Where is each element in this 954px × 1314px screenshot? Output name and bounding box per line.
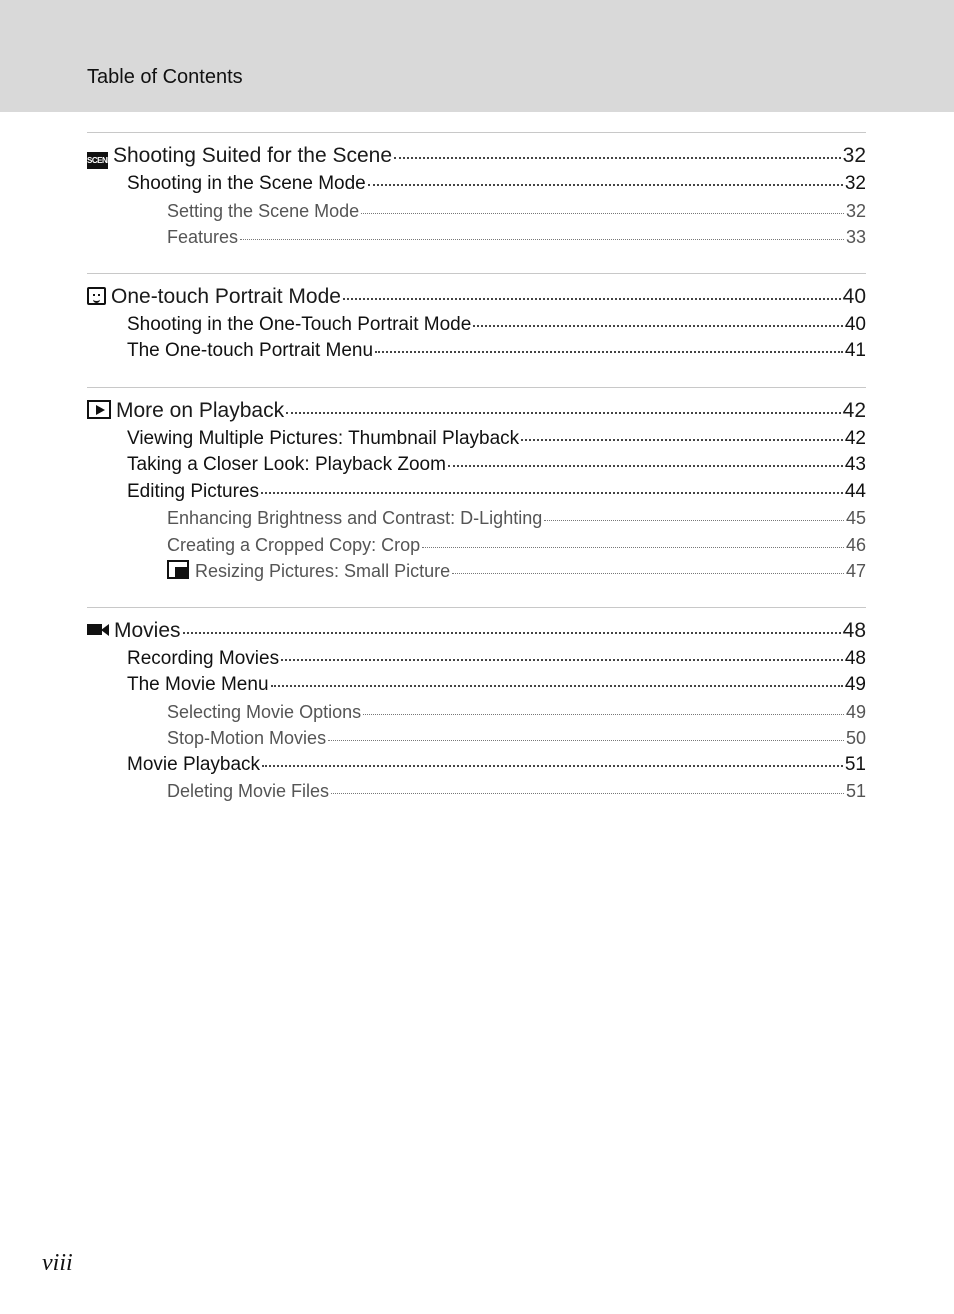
toc-section-portrait	[87, 273, 866, 365]
dot-leader	[261, 492, 843, 494]
toc-subentry[interactable]	[87, 699, 866, 726]
toc-entry-title: Editing Pictures	[127, 480, 260, 502]
toc-page-number: 41	[844, 340, 866, 361]
toc-entry[interactable]	[87, 338, 866, 365]
toc-page-number: 32	[844, 173, 866, 194]
toc-page-number: 49	[845, 701, 866, 722]
toc-entry-title: Shooting in the One-Touch Portrait Mode	[127, 313, 472, 335]
dot-leader	[448, 465, 843, 467]
toc-chapter-title: More on Playback	[116, 398, 285, 422]
toc-subentry[interactable]	[87, 558, 866, 585]
toc-subentry[interactable]	[87, 778, 866, 805]
toc-entry-title: Viewing Multiple Pictures: Thumbnail Playback	[127, 427, 520, 449]
dot-leader	[473, 325, 843, 327]
toc-chapter-entry[interactable]	[87, 282, 866, 312]
toc-subentry[interactable]	[87, 532, 866, 559]
dot-leader	[262, 765, 843, 767]
toc-chapter-title: Shooting Suited for the Scene	[113, 144, 393, 167]
toc-entry-title: Selecting Movie Options	[167, 701, 362, 722]
scene-icon: SCENE	[87, 152, 108, 169]
dot-leader	[394, 157, 841, 159]
toc-entry-title: The Movie Menu	[127, 674, 269, 695]
toc-page-number: 45	[845, 508, 866, 528]
playback-icon	[87, 400, 111, 419]
toc-page-number: 50	[845, 728, 866, 748]
toc-page-number: 51	[844, 753, 866, 775]
dot-leader	[183, 632, 841, 634]
dot-leader	[544, 520, 844, 521]
dot-leader	[375, 351, 843, 353]
toc-entry-title: Enhancing Brightness and Contrast: D-Lighting	[167, 508, 543, 528]
dot-leader	[240, 239, 844, 240]
toc-chapter-title: Movies	[114, 618, 181, 642]
toc-entry-title: The One-touch Portrait Menu	[127, 340, 374, 361]
small-picture-icon	[167, 560, 189, 579]
table-of-contents	[87, 132, 866, 805]
toc-page-number: 51	[845, 781, 866, 801]
toc-page-number: 44	[844, 480, 866, 502]
toc-page-number: 32	[845, 200, 866, 221]
toc-subentry[interactable]	[87, 505, 866, 532]
page-header	[0, 0, 954, 112]
toc-subentry[interactable]	[87, 224, 866, 251]
toc-page-number: 49	[844, 674, 866, 695]
toc-entry-title: Deleting Movie Files	[167, 781, 330, 801]
toc-entry-title: Shooting in the Scene Mode	[127, 173, 366, 194]
toc-entry-title: Recording Movies	[127, 647, 280, 669]
toc-entry[interactable]	[87, 752, 866, 779]
toc-section-scene	[87, 132, 866, 251]
dot-leader	[286, 412, 841, 414]
dot-leader	[271, 685, 843, 687]
toc-entry-title: Taking a Closer Look: Playback Zoom	[127, 454, 446, 475]
toc-chapter-entry[interactable]	[87, 396, 866, 426]
toc-chapter-entry[interactable]	[87, 616, 866, 646]
toc-section-playback	[87, 387, 866, 585]
dot-leader	[422, 547, 844, 548]
toc-subentry[interactable]	[87, 198, 866, 225]
dot-leader	[363, 714, 844, 715]
dot-leader	[281, 659, 843, 661]
toc-entry[interactable]	[87, 171, 866, 198]
toc-page-number: 43	[844, 454, 866, 475]
toc-entry[interactable]	[87, 312, 866, 339]
toc-entry[interactable]	[87, 672, 866, 699]
toc-page-number: 42	[844, 427, 866, 449]
toc-entry[interactable]	[87, 452, 866, 479]
toc-entry[interactable]	[87, 479, 866, 506]
toc-entry[interactable]	[87, 426, 866, 453]
header-title: Table of Contents	[87, 66, 243, 88]
page-number: viii	[42, 1250, 73, 1276]
toc-chapter-title: One-touch Portrait Mode	[111, 284, 341, 308]
toc-entry-title: Setting the Scene Mode	[167, 200, 360, 221]
dot-leader	[331, 793, 844, 794]
dot-leader	[452, 573, 844, 574]
toc-page-number: 46	[845, 534, 866, 555]
toc-page-number: 48	[842, 618, 866, 642]
toc-page-number: 42	[842, 398, 866, 422]
toc-entry-title: Features	[167, 227, 239, 247]
toc-page-number: 32	[842, 144, 866, 167]
dot-leader	[368, 184, 843, 186]
toc-page-number: 33	[845, 227, 866, 247]
dot-leader	[328, 740, 844, 741]
toc-entry-title: Movie Playback	[127, 753, 261, 775]
toc-page-number: 48	[844, 647, 866, 669]
toc-entry[interactable]	[87, 646, 866, 673]
toc-subentry[interactable]	[87, 725, 866, 752]
toc-entry-title: Stop-Motion Movies	[167, 728, 327, 748]
dot-leader	[343, 298, 841, 300]
toc-page-number: 40	[844, 313, 866, 335]
toc-chapter-entry[interactable]	[87, 141, 866, 171]
movie-icon	[87, 621, 109, 639]
dot-leader	[361, 213, 844, 214]
toc-entry-title: Resizing Pictures: Small Picture	[195, 561, 451, 581]
toc-section-movies	[87, 607, 866, 805]
toc-page-number: 47	[845, 561, 866, 581]
toc-page-number: 40	[842, 284, 866, 308]
dot-leader	[521, 439, 843, 441]
portrait-icon	[87, 287, 106, 305]
toc-entry-title: Creating a Cropped Copy: Crop	[167, 534, 421, 555]
